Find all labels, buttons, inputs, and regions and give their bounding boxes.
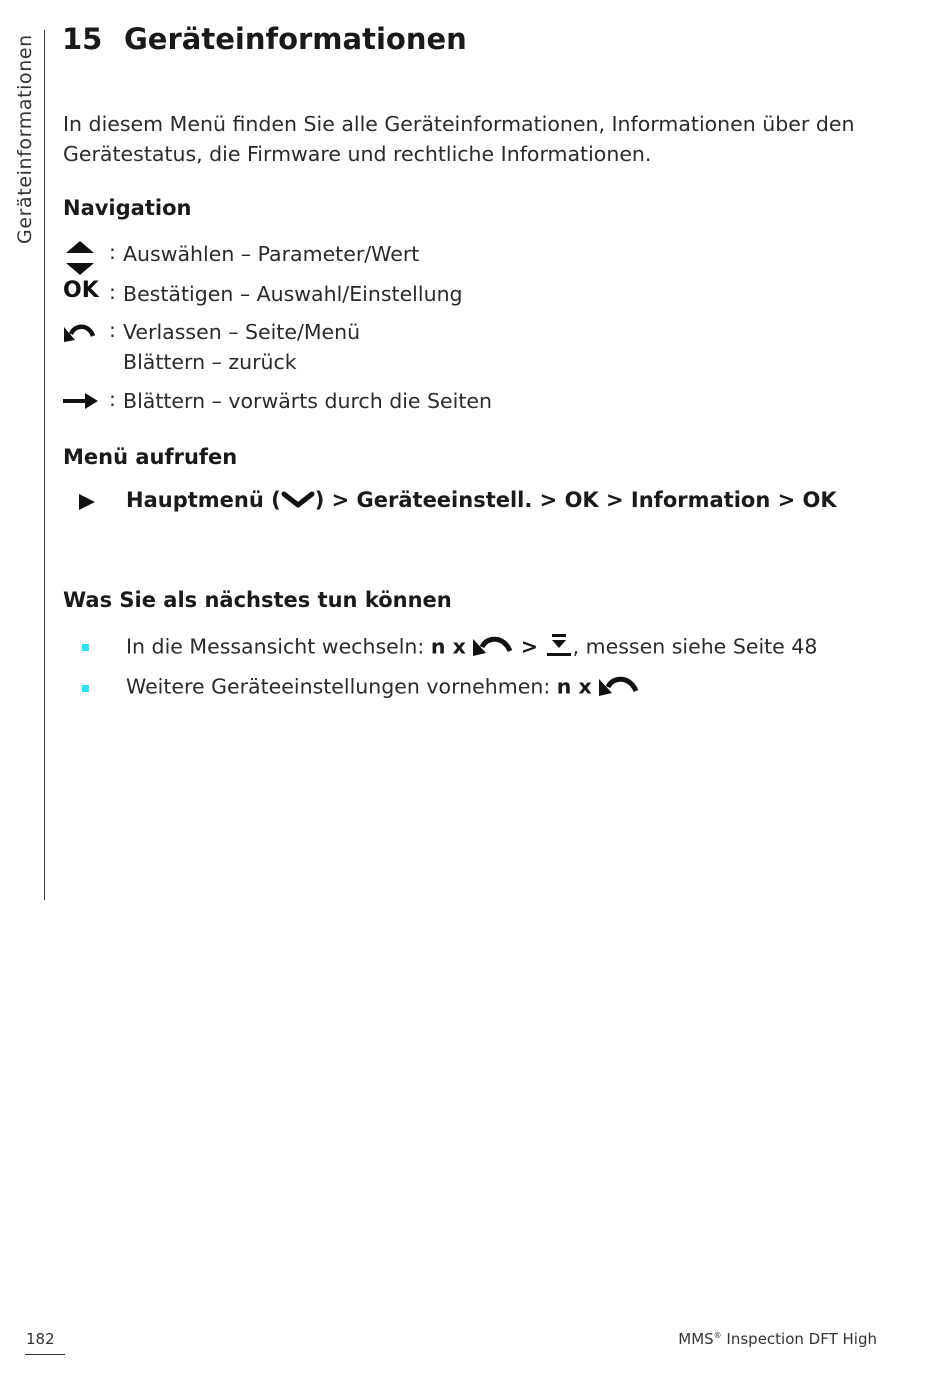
repeat-count: n x (556, 674, 592, 699)
list-item-label: Weitere Geräteeinstellungen vornehmen: (126, 674, 557, 699)
nav-colon: : (109, 387, 116, 411)
right-arrow-icon (63, 391, 99, 427)
intro-paragraph: In diesem Menü finden Sie alle Geräteinformationen, Informationen über den Gerätestatus, die Firmware und rechtliche Informationen. (63, 112, 855, 166)
nav-item-text: Auswählen – Parameter/Wert (123, 242, 420, 266)
nav-item-text: Bestätigen – Auswahl/Einstellung (123, 282, 463, 306)
back-arrow-icon (472, 633, 514, 662)
nav-colon: : (109, 318, 116, 342)
product-name (678, 1330, 877, 1348)
side-divider (44, 30, 45, 900)
menu-path-start: Hauptmenü ( (126, 488, 281, 512)
repeat-count: n x (430, 634, 466, 659)
up-down-arrows-icon (63, 240, 99, 276)
chevron-down-icon (281, 489, 315, 514)
list-item-text (126, 632, 817, 663)
side-tab (14, 30, 40, 250)
navigation-heading: Navigation (63, 196, 192, 220)
nav-item-text: Blättern – vorwärts durch die Seiten (123, 389, 493, 413)
footer-divider (25, 1354, 65, 1355)
back-arrow-icon (63, 320, 99, 356)
nav-item-text: Verlassen – Seite/Menü (123, 320, 361, 344)
nav-item-text-secondary: Blättern – zurück (123, 350, 297, 374)
ok-key-label: OK (63, 278, 99, 303)
chapter-number: 15 (62, 22, 103, 56)
menu-path-text (126, 488, 837, 514)
bullet-icon (82, 644, 89, 651)
page-number: 182 (26, 1330, 55, 1348)
registered-mark: ® (713, 1331, 722, 1340)
measure-icon (545, 632, 573, 663)
product-model: Inspection DFT High (721, 1330, 877, 1348)
bullet-icon (82, 685, 89, 692)
separator: > (520, 634, 539, 659)
nav-colon: : (109, 240, 116, 264)
chapter-title (62, 22, 467, 56)
list-item-label: In die Messansicht wechseln: (126, 634, 431, 659)
nav-colon: : (109, 280, 116, 304)
back-arrow-icon (598, 673, 640, 702)
side-tab-label: Geräteinformationen (14, 34, 36, 244)
next-steps-heading: Was Sie als nächstes tun können (63, 588, 452, 612)
list-item-text (126, 673, 640, 702)
chapter-title-text: Geräteinformationen (124, 22, 467, 56)
play-arrow-icon (78, 492, 96, 516)
list-item-suffix: , messen siehe Seite 48 (572, 634, 818, 659)
menu-call-heading: Menü aufrufen (63, 445, 238, 469)
menu-path-end: ) > Geräteeinstell. > OK > Information > OK (314, 488, 837, 512)
product-brand: MMS (678, 1330, 714, 1348)
